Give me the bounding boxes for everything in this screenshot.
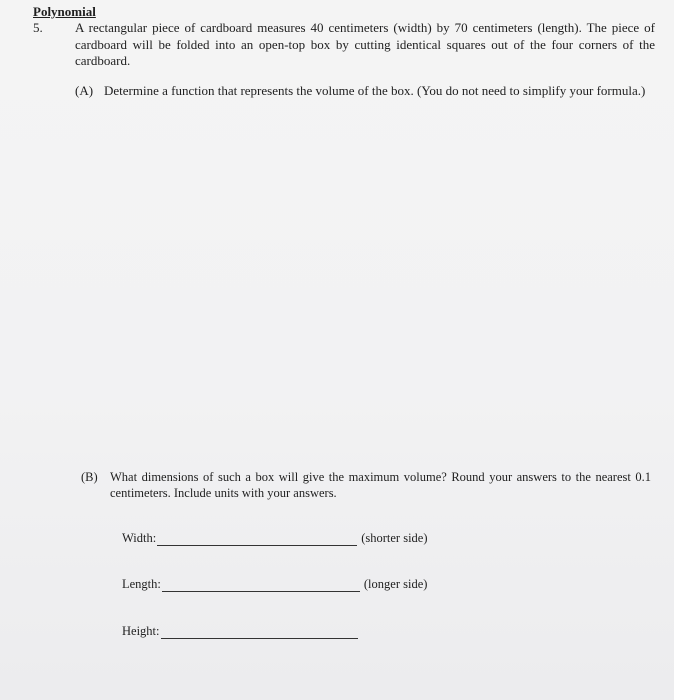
length-answer-blank[interactable] bbox=[162, 579, 360, 592]
part-b-text: What dimensions of such a box will give the maximum volume? Round your answers to the nearest 0.1 centimeters. Include units with your answers. bbox=[110, 470, 651, 500]
part-b-label: (B) bbox=[81, 470, 98, 484]
section-title: Polynomial bbox=[33, 4, 96, 19]
height-answer-row bbox=[122, 624, 358, 639]
part-a bbox=[75, 83, 650, 99]
question-text: A rectangular piece of cardboard measures 40 centimeters (width) by 70 centimeters (length). The piece of cardboard will be folded into an open-top box by cutting identical squares out of the four corners of the cardboard. bbox=[75, 20, 655, 68]
height-label: Height: bbox=[122, 624, 160, 638]
width-hint: (shorter side) bbox=[361, 531, 428, 545]
part-b bbox=[81, 469, 651, 501]
length-answer-row bbox=[122, 577, 427, 592]
length-hint: (longer side) bbox=[363, 577, 428, 591]
question-number: 5. bbox=[33, 20, 43, 35]
part-a-text: Determine a function that represents the volume of the box. (You do not need to simplify your formula.) bbox=[104, 83, 646, 98]
width-answer-row bbox=[122, 531, 428, 546]
length-label: Length: bbox=[122, 577, 161, 591]
height-answer-blank[interactable] bbox=[161, 626, 358, 639]
width-answer-blank[interactable] bbox=[157, 533, 357, 546]
part-a-label: (A) bbox=[75, 83, 94, 98]
width-label: Width: bbox=[122, 531, 157, 545]
